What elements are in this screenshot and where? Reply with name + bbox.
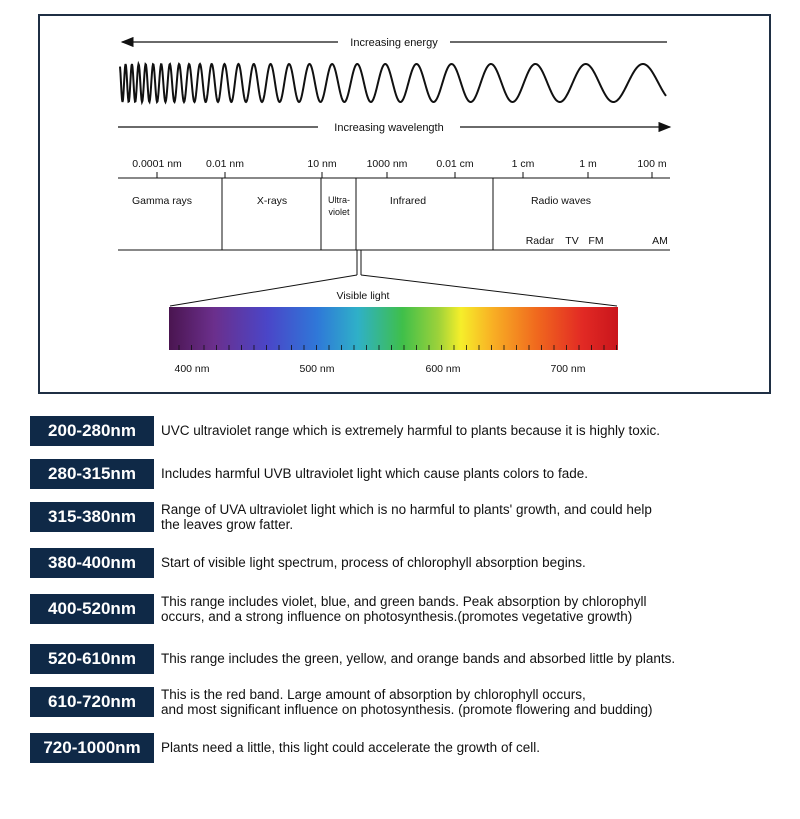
range-row [30,644,790,678]
scale-tick-label: 0.01 cm [436,158,474,170]
scale-tick-label: 0.0001 nm [132,158,182,170]
scale-tick-labels [132,158,667,170]
range-description: This is the red band. Large amount of absorption by chlorophyll occurs, and most significant influence on photosynthesis. (promote flowering and budding) [161,687,653,717]
range-description: This range includes violet, blue, and green bands. Peak absorption by chlorophyll occurs, and a strong influence on photosynthesis.(promotes vegetative growth) [161,594,647,624]
band-x-rays: X-rays [256,195,288,207]
scale-tick-marks [157,172,652,178]
range-badge: 720-1000nm [30,733,154,763]
band-radio-waves: Radio waves [530,195,592,207]
range-badge: 315-380nm [30,502,154,532]
wavelength-label: Increasing wavelength [334,122,444,134]
visible-light-label: Visible light [336,290,390,302]
scale-tick-label: 100 m [637,158,667,170]
band-dividers [222,178,493,250]
radio-tv: TV [565,235,579,247]
radio-radar: Radar [525,235,555,247]
range-badge: 280-315nm [30,459,154,489]
range-row [30,548,790,582]
visible-spectrum-bar [169,307,618,350]
range-row [30,733,790,767]
range-description: This range includes the green, yellow, and orange bands and absorbed little by plants. [161,651,676,666]
band-ultraviolet-line2: violet [328,207,350,217]
spectrum-diagram [0,0,800,400]
scale-tick-label: 0.01 nm [206,158,244,170]
range-row [30,687,790,721]
range-badge: 400-520nm [30,594,154,624]
energy-label: Increasing energy [350,37,438,49]
range-description: UVC ultraviolet range which is extremely harmful to plants because it is highly toxic. [161,423,660,438]
range-badge: 520-610nm [30,644,154,674]
visible-tick-label: 700 nm [550,363,586,375]
scale-tick-label: 10 nm [307,158,337,170]
visible-tick-label: 400 nm [174,363,210,375]
visible-tick-label: 600 nm [425,363,461,375]
range-row [30,594,790,628]
range-row [30,416,790,450]
range-description: Plants need a little, this light could accelerate the growth of cell. [161,740,540,755]
range-badge: 610-720nm [30,687,154,717]
range-badge: 380-400nm [30,548,154,578]
wave-curve [120,64,666,102]
range-row [30,502,790,536]
visible-tick-label: 500 nm [299,363,335,375]
scale-tick-label: 1000 nm [366,158,408,170]
band-infrared: Infrared [389,195,427,207]
radio-fm: FM [588,235,604,247]
band-ultraviolet-line1: Ultra- [328,195,350,205]
radio-am: AM [652,235,668,247]
range-row [30,459,790,493]
scale-tick-label: 1 m [579,158,597,170]
band-gamma-rays: Gamma rays [131,195,193,207]
range-badge: 200-280nm [30,416,154,446]
range-description: Start of visible light spectrum, process of chlorophyll absorption begins. [161,555,586,570]
range-description: Range of UVA ultraviolet light which is no harmful to plants' growth, and could help the leaves grow fatter. [161,502,652,532]
visible-fan-left [170,275,357,306]
range-description: Includes harmful UVB ultraviolet light which cause plants colors to fade. [161,466,588,481]
visible-fan-right [361,275,617,306]
scale-tick-label: 1 cm [511,158,535,170]
